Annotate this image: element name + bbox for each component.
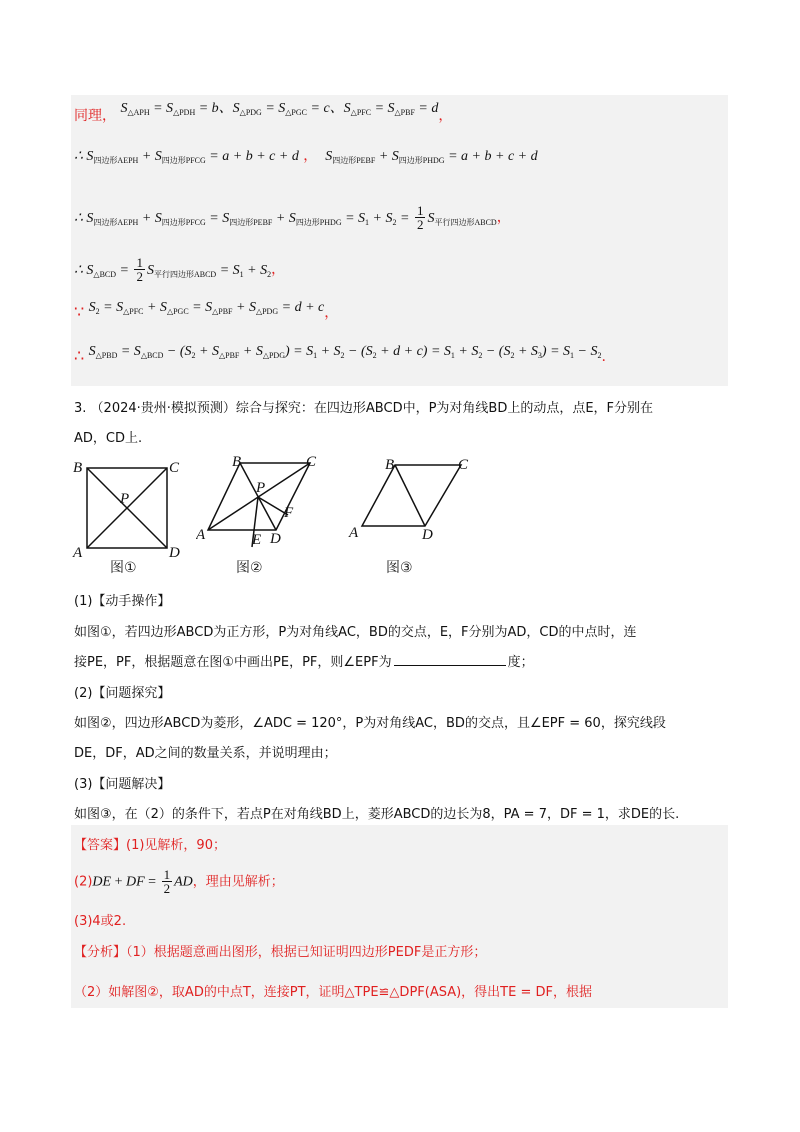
svg-text:A: A [73, 545, 83, 561]
svg-text:B: B [385, 457, 395, 473]
analysis-line-1 [74, 943, 486, 963]
svg-text:C: C [306, 455, 317, 470]
figure-3-rhombus [345, 455, 480, 545]
svg-text:P: P [120, 491, 130, 507]
problem-3-stem-line-2 [74, 429, 142, 449]
figure-3-caption: 图③ [386, 560, 413, 576]
svg-text:B: B [73, 460, 83, 476]
solution-line-5: ∵ $S_2 = S_{\triangle PFC} + S_{\triangle PGC} = S_{\triangle PBF} + S_{\triangle PDG} = d + c$， [74, 300, 339, 321]
svg-text:D: D [169, 545, 180, 561]
part-2-text-1: 如图②，四边形ABCD为菱形，∠ADC = 120°，P为对角线AC，BD的交点，且∠EPF = 60，探究线段 [74, 716, 666, 731]
part-2-text-2: DE，DF，AD之间的数量关系，并说明理由； [74, 746, 337, 761]
solution-line-6-end: . [601, 349, 606, 365]
solution-line-1: 同理， $S_{\triangle APH} = S_{\triangle PDH} = b$、$S_{\triangle PDG} = S_{\triangle PGC} = c$、$S_{\triangle PFC} = S_{\triangle PBF} = d$， [74, 101, 453, 124]
svg-text:D: D [422, 527, 433, 543]
answer-line-1 [74, 836, 226, 856]
figure-1-square [70, 457, 185, 567]
svg-text:P: P [256, 480, 266, 496]
svg-text:B: B [232, 455, 242, 470]
solution-line-2: ∴ $S_{四边形AEPH} + S_{四边形PFCG} = a + b + c + d$ ， $S_{四边形PEBF} + S_{四边形PHDG} = a + b + c + d$ [74, 148, 538, 165]
answer-2-suffix: ，理由见解析； [192, 874, 284, 890]
answer-line-2: (2)DE + DF = $\frac{1}{2}$ AD，理由见解析； [74, 867, 284, 896]
part-3-title: (3)【问题解决】 [74, 777, 171, 792]
solution-line-3-end: ， [496, 209, 511, 226]
because-mark: ∵ [74, 302, 85, 321]
problem-number: 3. [74, 401, 87, 416]
svg-text:C: C [458, 457, 469, 473]
solution-line-4: ∴ $S_{\triangle BCD}$ = $\frac{1}{2}$ $S_{平行四边形ABCD} = S_1 + S_2$， [74, 255, 286, 284]
solution-line-3: ∴ $S_{四边形AEPH} + S_{四边形PFCG} = S_{四边形PEBF} + S_{四边形PHDG} = S_1 + S_2$ = $\frac{1}{2}$ $S_{平行四边形ABCD}$， [74, 203, 511, 232]
answer-1: (1)见解析，90； [126, 838, 226, 853]
problem-3-stem-line-1 [74, 399, 653, 419]
solution-line-6: ∴ $S_{\triangle PBD} = S_{\triangle BCD} - (S_2 + S_{\triangle PBF} + S_{\triangle PDG}) = S_1 + S_2 - (S_2 + d + c) = S_1 + S_2 - (S_2 + S_3) = S_1 - S_2$. [74, 344, 606, 365]
svg-text:E: E [252, 532, 262, 548]
analysis-line-2: （2）如解图②，取AD的中点T，连接PT，证明△TPE≌△DPF(ASA)，得出TE = DF，根据 [74, 985, 592, 1000]
answer-blank[interactable] [394, 653, 506, 666]
problem-stem-1: 综合与探究：在四边形ABCD中，P为对角线BD上的动点，点E，F分别在 [235, 401, 654, 416]
svg-text:A: A [196, 527, 206, 543]
svg-text:A: A [349, 525, 359, 541]
part-1-title: (1)【动手操作】 [74, 594, 171, 609]
part-1-text-2b: 度； [507, 655, 534, 670]
solution-line-5-end: ， [324, 305, 339, 321]
figure-1-caption: 图① [110, 560, 137, 576]
solution-block-prev [71, 95, 728, 386]
therefore-mark: ∴ [74, 346, 85, 365]
answer-label: 【答案】 [74, 838, 127, 853]
answer-2-prefix: (2) [74, 874, 93, 890]
problem-stem-2: AD，CD上. [74, 431, 143, 446]
part-1-text-2 [74, 653, 534, 673]
answer-line-3: (3)4或2. [74, 914, 127, 929]
svg-text:C: C [169, 460, 180, 476]
analysis-label: 【分析】 [74, 945, 127, 960]
figure-2-caption: 图② [236, 560, 263, 576]
problem-source: （2024·贵州·模拟预测） [90, 401, 236, 416]
figure-2-rhombus [196, 455, 331, 555]
svg-text:D: D [270, 531, 281, 547]
part-1-text-1: 如图①，若四边形ABCD为正方形，P为对角线AC，BD的交点，E，F分别为AD，CD的中点时，连 [74, 625, 637, 640]
part-3-text-1: 如图③，在（2）的条件下，若点P在对角线BD上，菱形ABCD的边长为8，PA = 7，DF = 1，求DE的长. [74, 807, 680, 822]
solution-line-1-prefix: 同理， [74, 108, 116, 124]
part-2-title: (2)【问题探究】 [74, 686, 171, 701]
analysis-1: （1）根据题意画出图形，根据已知证明四边形PEDF是正方形； [126, 945, 487, 960]
solution-line-4-end: ， [271, 261, 286, 278]
svg-text:F: F [284, 505, 294, 521]
solution-line-1-end: ， [438, 108, 453, 124]
part-1-text-2a: 接PE，PF，根据题意在图①中画出PE，PF，则∠EPF为 [74, 655, 392, 670]
solution-line-2-sep: ， [303, 148, 318, 164]
